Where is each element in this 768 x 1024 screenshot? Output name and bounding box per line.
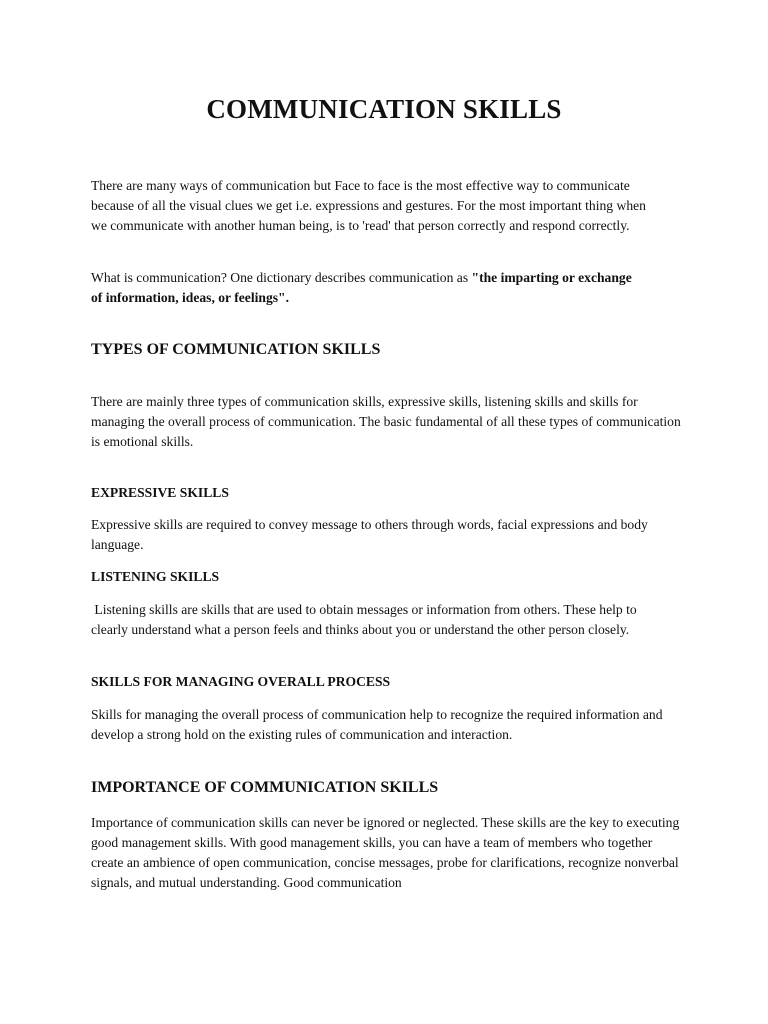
document-title: COMMUNICATION SKILLS [206,94,562,124]
expressive-heading: EXPRESSIVE SKILLS [91,485,229,500]
definition-lead-text: What is communication? One dictionary describes communication as [91,270,472,285]
definition-quote: "the imparting or exchange of information, ideas, or feelings". [91,270,636,305]
managing-paragraph: Skills for managing the overall process of communication help to recognize the required information and develop a strong hold on the existing rules of communication and interaction. [91,707,666,742]
types-paragraph: There are mainly three types of communication skills, expressive skills, listening skills and skills for managing the overall process of communication. The basic fundamental of all these types of communication is emotional skills. [91,394,685,449]
importance-heading: IMPORTANCE OF COMMUNICATION SKILLS [91,779,439,796]
definition-paragraph [91,268,641,308]
intro-paragraph: There are many ways of communication but Face to face is the most effective way to communicate because of all the visual clues we get i.e. expressions and gestures. For the most important thing when we communicate with another human being, is to 'read' that person correctly and respond correctly. [91,178,650,233]
managing-heading: SKILLS FOR MANAGING OVERALL PROCESS [91,674,391,689]
types-heading: TYPES OF COMMUNICATION SKILLS [91,341,381,358]
expressive-paragraph: Expressive skills are required to convey message to others through words, facial expressions and body language. [91,517,652,552]
listening-paragraph: Listening skills are skills that are used to obtain messages or information from others. These help to clearly understand what a person feels and thinks about you or understand the other person closely. [91,602,641,637]
listening-heading: LISTENING SKILLS [91,569,220,584]
importance-paragraph: Importance of communication skills can never be ignored or neglected. These skills are the key to executing good management skills. With good management skills, you can have a team of members who together create an ambience of open communication, concise messages, probe for clarifications, recognize nonverbal signals, and mutual understanding. Good communication [91,815,683,890]
